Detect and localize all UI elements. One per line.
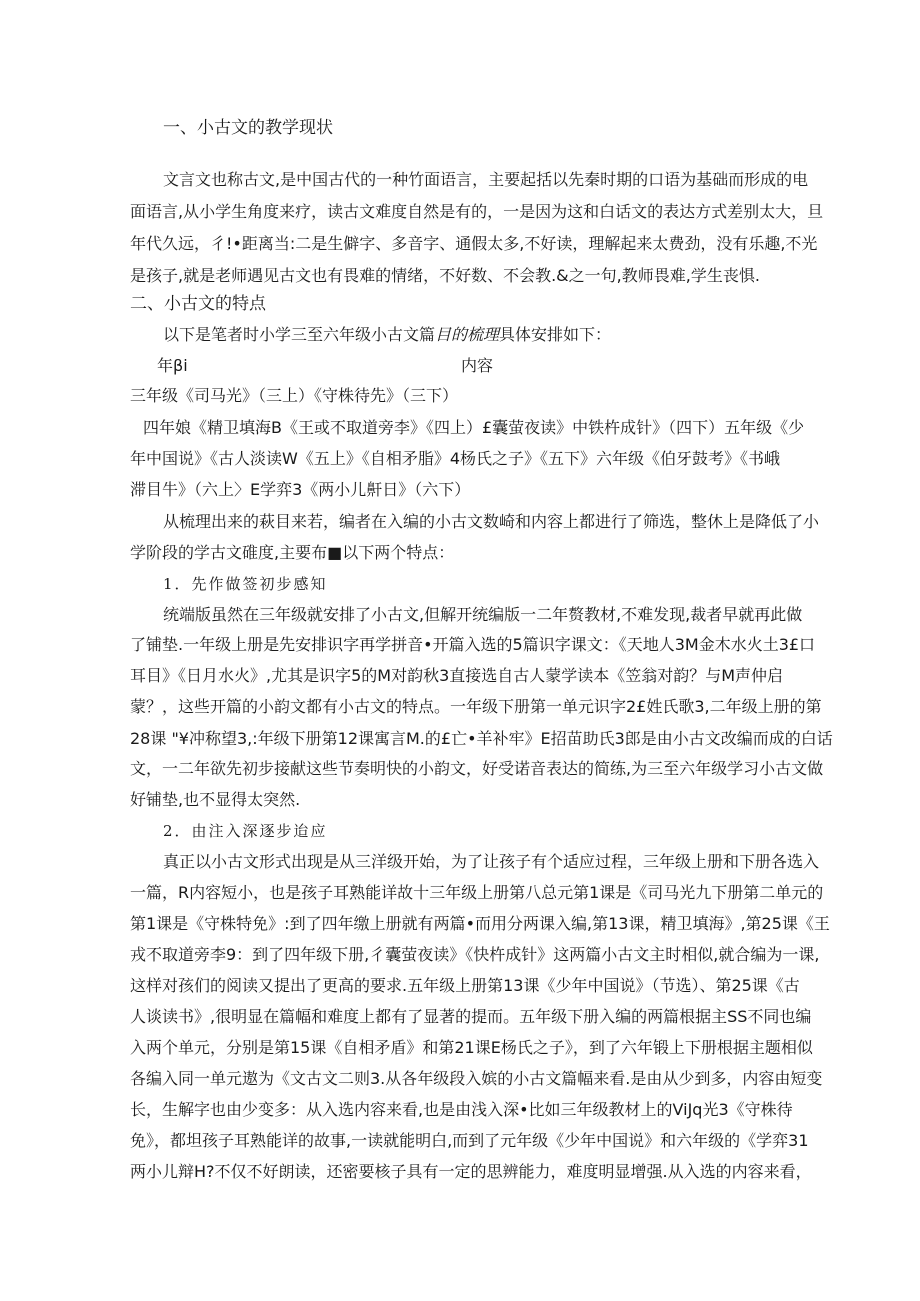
paragraph-line: 是孩子,就是老师遇见古文也有畏难的情绪，不好数、不会教.&之一句,教师畏难,学生丧惧.: [130, 266, 760, 285]
section-heading-2: 二、小古文的特点: [130, 294, 266, 314]
paragraph-line: 人谈读书》,很明显在篇幅和难度上都有了显著的提而。五年级下册入编的两篇根据主SS不同也编: [130, 1007, 812, 1026]
subheading-1: 1．先作做签初步感知: [163, 575, 328, 593]
table-row: 滞目牛》（六上〉E学弈3《两小儿鼾日》（六下）: [130, 480, 471, 499]
paragraph-line: 蒙？，这些开篇的小韵文都有小古文的特点。一年级下册第一单元识字2£姓氏歌3,二年级上册的第: [130, 697, 822, 716]
paragraph-line: 免》，都坦孩子耳熟能详的故事,一读就能明白,而到了元年级《少年中国说》和六年级的《学弈31: [130, 1131, 809, 1150]
paragraph-line: 文言文也称古文,是中国古代的一种竹面语言，主要起括以先秦时期的口语为基础而形成的电: [163, 170, 809, 189]
paragraph-line: 这样对孩们的阅读又提出了更高的要求.五年级上册第13课《少年中国说》（节选）、第25课《古: [130, 976, 800, 995]
paragraph-line: 28课 "¥冲称望3,:年级下册第12课寓言M.的£亡•羊补牢》E招苗助氏3郎是由小古文改编而成的白话: [130, 729, 833, 748]
paragraph-line: 一篇，R内容短小，也是孩子耳熟能详故十三年级上册第八总元第1课是《司马光九下册第二单元的: [130, 883, 824, 902]
table-header-content: 内容: [461, 356, 494, 375]
paragraph-line: 学阶段的学古文碓度,主要布■以下两个特点：: [130, 543, 455, 562]
paragraph-line: 各编入同一单元遨为《文古文二则3.从各年级段入嫔的小古文篇幅来看.是由从少到多，内容由短变: [130, 1069, 823, 1088]
paragraph-line: 面语言,从小学生角度来疗，读古文难度自然是有的，一是因为这和白话文的表达方式差别太大，旦: [130, 202, 824, 221]
intro-suffix: 具体安排如下：: [499, 325, 612, 344]
table-row: 三年级《司马光》（三上）《守株待先》（三下）: [130, 386, 459, 405]
paragraph-line: 第1课是《守株特免》:到了四年缴上册就有两篇•而用分两课入编,第13课，精卫填海》,第25课《王: [130, 914, 830, 933]
intro-italic: 目的梳理: [435, 325, 500, 344]
paragraph-line: 长，生解字也由少变多：从入选内容来看,也是由浅入深•比如三年级教材上的ViJq光3《守株待: [130, 1100, 793, 1119]
paragraph-line: 统端版虽然在三年级就安排了小古文,但解开统编版一二年赘教材,不难发现,裁者早就再此做: [163, 605, 803, 624]
paragraph-line: 从梳理出来的萩目来若，编者在入编的小古文数崎和内容上都进行了筛选，整休上是降低了小: [163, 512, 820, 531]
paragraph-line: 好铺垫,也不显得太突然.: [130, 790, 301, 809]
table-row: 四年娘《精卫填海B《王或不取道旁李》《四上）£囊萤夜读》中铁杵成针》（四下）五年级《少: [143, 418, 805, 437]
subheading-2: 2．由注入深逐步迨应: [163, 822, 328, 840]
paragraph-line: 年代久远，彳!•距离当:二是生僻字、多音字、通假太多,不好读，理解起来太费劲，没有乐趣,不光: [130, 234, 818, 253]
intro-text: 以下是笔者时小学三至六年级小古文篇: [163, 325, 436, 344]
paragraph-line: 耳目》《日月水火》,尤其是识字5的M对韵秋3直接选自古人蒙学读本《笠翁对韵？与M声仲启: [130, 666, 784, 685]
paragraph-line: 两小儿辩H?不仅不好朗读，还密要核子具有一定的思辨能力，难度明显增强.从入选的内容来看，: [130, 1162, 812, 1181]
paragraph-line: 戎不取道旁李9：到了四年级下册,彳囊萤夜读》《快杵成针》这两篇小古文主时相似,就合编为一课,: [130, 945, 820, 964]
table-header-grade: 年βi: [157, 356, 188, 375]
intro-line: [163, 325, 611, 345]
paragraph-line: 真正以小古文形式出现是从三洋级开始，为了让孩子有个适应过程，三年级上册和下册各选入: [163, 852, 820, 871]
paragraph-line: 文，一二年欲先初步接献这些节奏明快的小韵文，好受诺音表达的简练,为三至六年级学习小古文做: [130, 759, 824, 778]
paragraph-line: 了铺垫.一年级上册是先安排识字再学拼音•开篇入选的5篇识字课文：《天地人3M金木水火土3£口: [130, 635, 816, 654]
paragraph-line: 入两个单元，分别是第15课《自相矛盾》和第21课E杨氏之子》，到了六年锻上下册根据主题相似: [130, 1038, 813, 1057]
section-heading-1: 一、小古文的教学现状: [163, 118, 333, 138]
table-row: 年中国说》《古人淡读W《五上》《自相矛脂》4杨氏之子》《五下》六年级《伯牙鼓考》《书峨: [130, 449, 781, 468]
